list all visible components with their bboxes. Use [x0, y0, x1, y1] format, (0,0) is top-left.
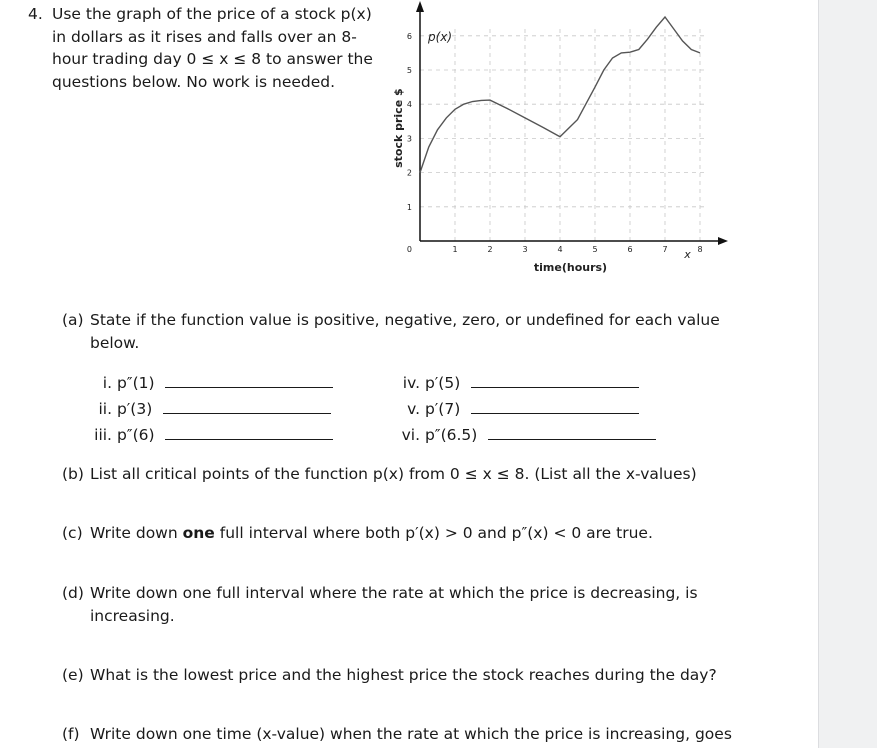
y-axis-title: stock price $ [392, 88, 405, 168]
item-i [92, 372, 333, 394]
part-a-text: State if the function value is positive, negative, zero, or undefined for each value [90, 311, 720, 329]
part-e-text: What is the lowest price and the highest price the stock reaches during the day? [90, 666, 717, 684]
item-numeral: v. [407, 400, 420, 418]
x-axis-variable: x [684, 248, 691, 261]
item-expression: p″(1) [116, 374, 155, 392]
tick-labels [406, 29, 703, 254]
item-vi [396, 424, 656, 446]
y-tick-label: 5 [406, 66, 412, 75]
item-v [396, 398, 639, 420]
right-side-panel [818, 0, 877, 748]
part-d-text: Write down one full interval where the rate at which the price is decreasing, is [90, 584, 698, 602]
part-c-text-start: Write down [90, 524, 178, 542]
item-numeral: iii. [94, 426, 112, 444]
part-d-text: increasing. [90, 606, 175, 625]
answer-blank[interactable] [471, 399, 639, 414]
part-c-text [90, 522, 730, 545]
item-iii [92, 424, 333, 446]
part-c-text-end: full interval where both p′(x) > 0 and p″(x) < 0 are true. [219, 524, 653, 542]
part-f-label: (f) [62, 725, 80, 743]
intro-line: questions below. No work is needed. [52, 72, 336, 91]
intro-line: in dollars as it rises and falls over an 8- [52, 27, 357, 46]
item-numeral: iv. [402, 374, 420, 392]
y-tick-label: 4 [406, 100, 412, 110]
item-expression: p″(6.5) [424, 426, 478, 444]
x-tick-label: 4 [557, 245, 563, 254]
item-expression: p′(7) [424, 400, 461, 418]
y-tick-label: 2 [406, 168, 412, 178]
item-numeral: i. [102, 374, 112, 392]
item-ii [92, 398, 331, 420]
y-tick-label: 1 [406, 202, 412, 212]
grid-lines [420, 29, 707, 241]
part-a-text: below. [90, 333, 140, 352]
y-tick-label: 6 [406, 31, 412, 41]
x-tick-label: 2 [487, 245, 493, 254]
x-tick-label: 5 [592, 245, 598, 254]
x-tick-label: 6 [627, 245, 633, 254]
function-label: p(x) [428, 29, 453, 44]
problem-number: 4. [28, 5, 43, 23]
part-e-label: (e) [62, 666, 84, 684]
answer-blank[interactable] [488, 425, 656, 440]
part-d-label: (d) [62, 584, 84, 602]
x-axis-arrow [718, 237, 728, 245]
x-tick-label: 7 [662, 245, 668, 254]
graph-canvas [385, 0, 745, 290]
part-b-text: List all critical points of the function p(x) from 0 ≤ x ≤ 8. (List all the x-values) [90, 465, 697, 483]
x-tick-label: 3 [522, 245, 528, 254]
item-numeral: ii. [98, 400, 112, 418]
item-expression: p′(3) [116, 400, 153, 418]
y-tick-label: 0 [406, 245, 412, 254]
stock-price-graph [385, 0, 745, 290]
part-c-emphasis: one [182, 524, 215, 542]
y-tick-label: 3 [406, 134, 412, 144]
item-expression: p′(5) [424, 374, 461, 392]
item-expression: p″(6) [116, 426, 155, 444]
part-f-text: Write down one time (x-value) when the rate at which the price is increasing, goes [90, 725, 732, 743]
part-b-label: (b) [62, 465, 84, 483]
item-iv [396, 372, 639, 394]
part-a-label: (a) [62, 311, 84, 329]
part-c-label: (c) [62, 524, 83, 542]
answer-blank[interactable] [165, 425, 333, 440]
answer-blank[interactable] [165, 373, 333, 388]
y-axis-arrow [416, 1, 424, 12]
answer-blank[interactable] [471, 373, 639, 388]
intro-line: Use the graph of the price of a stock p(x) [52, 5, 372, 23]
x-axis-title: time(hours) [533, 261, 608, 274]
item-numeral: vi. [401, 426, 420, 444]
x-tick-label: 8 [697, 245, 703, 254]
x-tick-label: 1 [452, 245, 458, 254]
intro-line: hour trading day 0 ≤ x ≤ 8 to answer the [52, 50, 373, 68]
answer-blank[interactable] [163, 399, 331, 414]
